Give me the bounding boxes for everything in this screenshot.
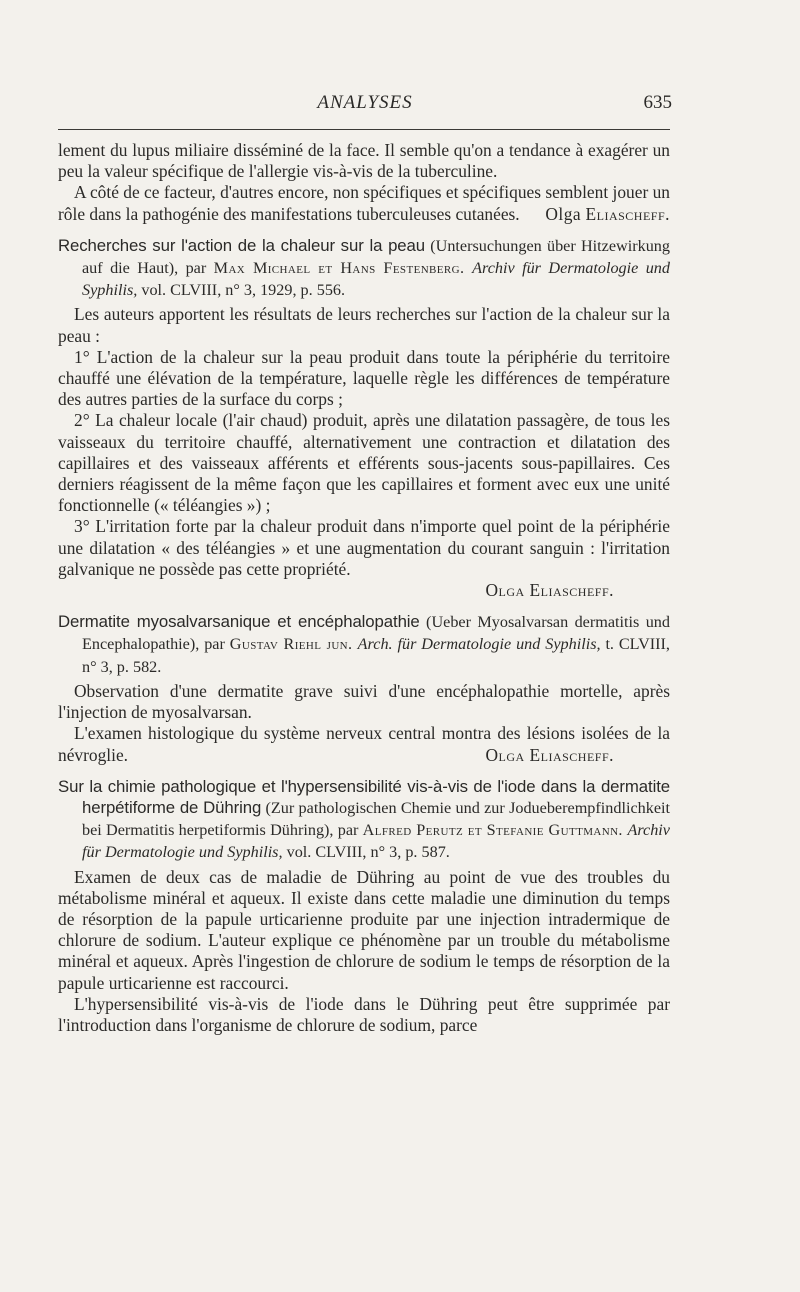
continuation-paragraph: lement du lupus miliaire disséminé de la face. Il semble qu'on a tendance à exagérer un peu la valeur spécifique de l'allergie vis-à-vis de la tuberculine. [58, 140, 670, 182]
abstract-title: Dermatite myosalvarsanique et encéphalopathie [58, 612, 420, 632]
signature-name: Olga Eliascheff. [485, 580, 614, 601]
abstract-title: Sur la chimie pathologique et l'hypersensibilité vis-à-vis de l'iode dans la dermatite herpétiforme de Dühring [58, 776, 670, 817]
abstract-heading [58, 235, 670, 302]
abstract-citation: vol. CLVIII, n° 3, 1929, p. 556. [137, 281, 346, 300]
signature-name: Olga Eliascheff. [485, 744, 614, 765]
header-rule [58, 129, 670, 130]
abstract-authors: Alfred Perutz et Stefanie Guttmann. [362, 821, 623, 840]
signature [58, 745, 670, 766]
abstract-citation: t. CLVIII, n° 3, p. 582. [82, 635, 670, 676]
page-body [58, 140, 670, 1036]
abstract-reference: (Zur pathologischen Chemie und zur Jodueberempfindlichkeit bei Dermatitis herpetiformis Dühring), par [82, 798, 670, 840]
page-header [58, 92, 672, 118]
abstract-paragraph: Observation d'une dermatite grave suivi d'une encéphalopathie mortelle, après l'injection de myosalvarsan. [58, 680, 670, 723]
abstract-journal: Archiv für Dermatologie und Syphilis, [82, 821, 670, 862]
abstract-journal: Arch. für Dermatologie und Syphilis, [357, 635, 601, 654]
abstract-authors: Gustav Riehl jun. [229, 635, 353, 654]
abstract-heading [58, 776, 670, 864]
abstract-point: 2° La chaleur locale (l'air chaud) produit, après une dilatation passagère, de tous les vaisseaux du territoire chauffé, alternativement une contraction et dilatation des capillaires et des vaisseaux afférents et efférents sous-jacents sous-papillaires. Ces derniers réagissent de la même façon que les capillaires et forment avec eux une unité fonctionnelle (« téléangies ») ; [58, 410, 670, 516]
abstract-point: 1° L'action de la chaleur sur la peau produit dans toute la périphérie du territoire chauffé une élévation de la température, laquelle règle les différences de température des autres parties de la surface du corps ; [58, 346, 670, 410]
signature [58, 580, 670, 601]
abstract-paragraph: L'examen histologique du système nerveux central montra des lésions isolées de la névroglie. [58, 723, 670, 765]
running-title: ANALYSES [317, 92, 413, 113]
abstract-reference: (Untersuchungen über Hitzewirkung auf die Haut), par [82, 236, 670, 278]
signature-last: Eliascheff. [585, 203, 670, 224]
continuation-paragraph: A côté de ce facteur, d'autres encore, non spécifiques et spécifiques semblent jouer un rôle dans la pathogénie des manifestations tuberculeuses cutanées. [58, 182, 670, 224]
abstract-authors: Max Michael et Hans Festenberg. [213, 259, 465, 278]
abstract-title: Recherches sur l'action de la chaleur sur la peau [58, 235, 426, 255]
signature-first: Olga [545, 203, 582, 224]
abstract-point: 3° L'irritation forte par la chaleur produit dans n'importe quel point de la périphérie une dilatation « des téléangies » et une augmentation du courant sanguin : l'irritation galvanique ne possède pas cette propriété. [58, 516, 670, 579]
abstract-paragraph: Examen de deux cas de maladie de Dühring au point de vue des troubles du métabolisme minéral et aqueux. Il existe dans cette maladie une diminution du temps de résorption de la papule urticarienne produite par une injection intradermique de chlorure de sodium. L'auteur explique ce phénomène par un trouble du métabolisme minéral et aqueux. Après l'ingestion de chlorure de sodium le temps de résorption de la papule urticarienne est raccourci. [58, 866, 670, 993]
abstract-paragraph: L'hypersensibilité vis-à-vis de l'iode dans le Dühring peut être supprimée par l'introduction dans l'organisme de chlorure de sodium, parce [58, 993, 670, 1035]
abstract-paragraph: Les auteurs apportent les résultats de leurs recherches sur l'action de la chaleur sur la peau : [58, 304, 670, 346]
abstract-citation: vol. CLVIII, n° 3, p. 587. [282, 843, 450, 862]
abstract-reference: (Ueber Myosalvarsan dermatitis und Encephalopathie), par [82, 613, 670, 654]
abstract-journal: Archiv für Dermatologie und Syphilis, [82, 259, 670, 300]
abstract-heading [58, 611, 670, 678]
page-number: 635 [643, 92, 672, 113]
